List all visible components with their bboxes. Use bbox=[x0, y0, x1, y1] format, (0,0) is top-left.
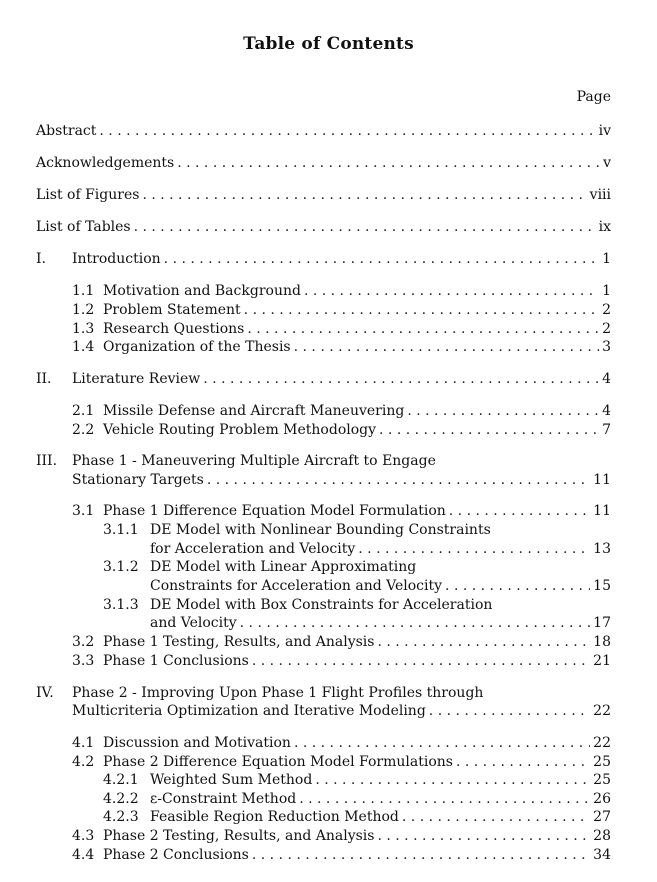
toc-entry-label: Phase 2 Difference Equation Model Formulations bbox=[103, 754, 453, 770]
toc-entry-page: 11 bbox=[593, 503, 611, 519]
toc-subsection-4-2-1[interactable] bbox=[150, 772, 611, 790]
section-number: 4.2 bbox=[72, 754, 95, 770]
subsection-number: 4.2.2 bbox=[103, 791, 139, 807]
toc-entry-page: 22 bbox=[593, 735, 611, 751]
toc-entry-page: 1 bbox=[602, 283, 611, 299]
toc-section-4-4[interactable] bbox=[103, 847, 611, 865]
leader-dots bbox=[294, 339, 599, 355]
toc-chapter-phase-1[interactable] bbox=[72, 472, 611, 490]
toc-section-4-3[interactable] bbox=[103, 828, 611, 846]
toc-entry-page: 17 bbox=[593, 615, 611, 631]
toc-entry-page: 7 bbox=[602, 422, 611, 438]
leader-dots bbox=[402, 809, 590, 825]
toc-subsection-label-line1[interactable]: DE Model with Nonlinear Bounding Constraints bbox=[150, 522, 491, 538]
toc-chapter-label-line1[interactable]: Phase 1 - Maneuvering Multiple Aircraft to Engage bbox=[72, 453, 436, 469]
toc-subsection-label-line1[interactable]: DE Model with Linear Approximating bbox=[150, 559, 417, 575]
toc-entry-page: ix bbox=[598, 219, 611, 235]
section-number: 3.3 bbox=[72, 653, 95, 669]
leader-dots bbox=[252, 847, 590, 863]
leader-dots bbox=[304, 283, 599, 299]
toc-entry-label: Introduction bbox=[72, 251, 161, 267]
section-number: 1.4 bbox=[72, 339, 95, 355]
toc-entry-label: Discussion and Motivation bbox=[103, 735, 291, 751]
toc-entry-label: for Acceleration and Velocity bbox=[150, 541, 356, 557]
subsection-number: 3.1.2 bbox=[103, 559, 139, 575]
toc-section-1-2[interactable] bbox=[103, 302, 611, 320]
toc-entry-page: 2 bbox=[602, 321, 611, 337]
leader-dots bbox=[377, 828, 590, 844]
toc-section-4-1[interactable] bbox=[103, 735, 611, 753]
leader-dots bbox=[379, 422, 599, 438]
toc-section-3-3[interactable] bbox=[103, 653, 611, 671]
toc-entry-list-of-tables[interactable] bbox=[36, 219, 611, 237]
section-number: 3.2 bbox=[72, 634, 95, 650]
toc-entry-abstract[interactable] bbox=[36, 123, 611, 141]
toc-entry-page: 26 bbox=[593, 791, 611, 807]
toc-entry-label: Constraints for Acceleration and Velocity bbox=[150, 578, 443, 594]
toc-section-1-4[interactable] bbox=[103, 339, 611, 357]
leader-dots bbox=[299, 791, 590, 807]
subsection-number: 4.2.3 bbox=[103, 809, 139, 825]
toc-entry-page: 4 bbox=[602, 403, 611, 419]
toc-entry-label: Phase 2 Conclusions bbox=[103, 847, 249, 863]
section-number: 2.2 bbox=[72, 422, 95, 438]
section-number: 1.2 bbox=[72, 302, 95, 318]
page-column-header: Page bbox=[576, 89, 611, 105]
section-number: 2.1 bbox=[72, 403, 95, 419]
leader-dots bbox=[164, 251, 599, 267]
toc-subsection-3-1-2[interactable] bbox=[150, 578, 611, 596]
leader-dots bbox=[177, 155, 600, 171]
subsection-number: 4.2.1 bbox=[103, 772, 139, 788]
toc-entry-page: 25 bbox=[593, 772, 611, 788]
toc-entry-page: iv bbox=[598, 123, 611, 139]
toc-chapter-phase-2[interactable] bbox=[72, 703, 611, 721]
toc-entry-label: Abstract bbox=[36, 123, 97, 139]
subsection-number: 3.1.1 bbox=[103, 522, 139, 538]
toc-entry-label: Missile Defense and Aircraft Maneuvering bbox=[103, 403, 405, 419]
leader-dots bbox=[203, 371, 599, 387]
page-title: Table of Contents bbox=[243, 34, 414, 54]
toc-entry-label: Multicriteria Optimization and Iterative Modeling bbox=[72, 703, 426, 719]
leader-dots bbox=[240, 615, 591, 631]
toc-section-3-2[interactable] bbox=[103, 634, 611, 652]
toc-entry-label: Vehicle Routing Problem Methodology bbox=[103, 422, 377, 438]
leader-dots bbox=[294, 735, 590, 751]
toc-section-1-3[interactable] bbox=[103, 321, 611, 339]
toc-entry-page: 3 bbox=[602, 339, 611, 355]
leader-dots bbox=[429, 703, 590, 719]
toc-chapter-introduction[interactable] bbox=[72, 251, 611, 269]
section-number: 4.4 bbox=[72, 847, 95, 863]
leader-dots bbox=[252, 653, 590, 669]
leader-dots bbox=[99, 123, 595, 139]
leader-dots bbox=[134, 219, 596, 235]
section-number: 3.1 bbox=[72, 503, 95, 519]
toc-chapter-literature-review[interactable] bbox=[72, 371, 611, 389]
toc-section-3-1[interactable] bbox=[103, 503, 611, 521]
toc-entry-label: Organization of the Thesis bbox=[103, 339, 291, 355]
leader-dots bbox=[142, 187, 586, 203]
toc-entry-label: Phase 1 Conclusions bbox=[103, 653, 249, 669]
chapter-number: I. bbox=[36, 251, 46, 267]
toc-subsection-4-2-3[interactable] bbox=[150, 809, 611, 827]
toc-entry-page: 15 bbox=[593, 578, 611, 594]
section-number: 1.3 bbox=[72, 321, 95, 337]
leader-dots bbox=[244, 302, 599, 318]
toc-entry-label: Phase 1 Difference Equation Model Formulation bbox=[103, 503, 446, 519]
toc-entry-page: 2 bbox=[602, 302, 611, 318]
subsection-number: 3.1.3 bbox=[103, 597, 139, 613]
section-number: 4.3 bbox=[72, 828, 95, 844]
toc-entry-label: List of Tables bbox=[36, 219, 131, 235]
toc-entry-label: Problem Statement bbox=[103, 302, 241, 318]
toc-section-2-1[interactable] bbox=[103, 403, 611, 421]
chapter-number: III. bbox=[36, 453, 58, 469]
toc-entry-page: 4 bbox=[602, 371, 611, 387]
toc-subsection-3-1-3[interactable] bbox=[150, 615, 611, 633]
section-number: 1.1 bbox=[72, 283, 95, 299]
toc-entry-label: and Velocity bbox=[150, 615, 237, 631]
leader-dots bbox=[315, 772, 590, 788]
chapter-number: II. bbox=[36, 371, 52, 387]
leader-dots bbox=[358, 541, 590, 557]
toc-entry-page: 28 bbox=[593, 828, 611, 844]
toc-subsection-label-line1[interactable]: DE Model with Box Constraints for Acceleration bbox=[150, 597, 493, 613]
toc-entry-label: Acknowledgements bbox=[36, 155, 175, 171]
toc-entry-page: 18 bbox=[593, 634, 611, 650]
leader-dots bbox=[449, 503, 590, 519]
leader-dots bbox=[407, 403, 599, 419]
toc-entry-label: Feasible Region Reduction Method bbox=[150, 809, 399, 825]
toc-entry-label: Phase 1 Testing, Results, and Analysis bbox=[103, 634, 375, 650]
toc-entry-page: v bbox=[603, 155, 611, 171]
toc-entry-page: 11 bbox=[593, 472, 611, 488]
toc-entry-label: ε-Constraint Method bbox=[150, 791, 297, 807]
toc-entry-page: 27 bbox=[593, 809, 611, 825]
toc-entry-label: Motivation and Background bbox=[103, 283, 301, 299]
toc-entry-acknowledgements[interactable] bbox=[36, 155, 611, 173]
toc-section-4-2[interactable] bbox=[103, 754, 611, 772]
toc-entry-page: viii bbox=[589, 187, 611, 203]
toc-entry-page: 13 bbox=[593, 541, 611, 557]
toc-entry-label: Literature Review bbox=[72, 371, 201, 387]
toc-entry-label: Stationary Targets bbox=[72, 472, 204, 488]
toc-subsection-3-1-1[interactable] bbox=[150, 541, 611, 559]
toc-entry-page: 1 bbox=[602, 251, 611, 267]
toc-chapter-label-line1[interactable]: Phase 2 - Improving Upon Phase 1 Flight Profiles through bbox=[72, 685, 484, 701]
toc-entry-label: Phase 2 Testing, Results, and Analysis bbox=[103, 828, 375, 844]
leader-dots bbox=[445, 578, 590, 594]
leader-dots bbox=[456, 754, 590, 770]
toc-subsection-4-2-2[interactable] bbox=[150, 791, 611, 809]
leader-dots bbox=[247, 321, 599, 337]
toc-entry-list-of-figures[interactable] bbox=[36, 187, 611, 205]
chapter-number: IV. bbox=[36, 685, 54, 701]
toc-entry-page: 21 bbox=[593, 653, 611, 669]
toc-entry-label: Research Questions bbox=[103, 321, 245, 337]
toc-section-1-1[interactable] bbox=[103, 283, 611, 301]
toc-section-2-2[interactable] bbox=[103, 422, 611, 440]
toc-entry-label: List of Figures bbox=[36, 187, 140, 203]
toc-entry-label: Weighted Sum Method bbox=[150, 772, 313, 788]
toc-entry-page: 22 bbox=[593, 703, 611, 719]
leader-dots bbox=[377, 634, 590, 650]
section-number: 4.1 bbox=[72, 735, 95, 751]
toc-entry-page: 25 bbox=[593, 754, 611, 770]
toc-entry-page: 34 bbox=[593, 847, 611, 863]
leader-dots bbox=[207, 472, 590, 488]
